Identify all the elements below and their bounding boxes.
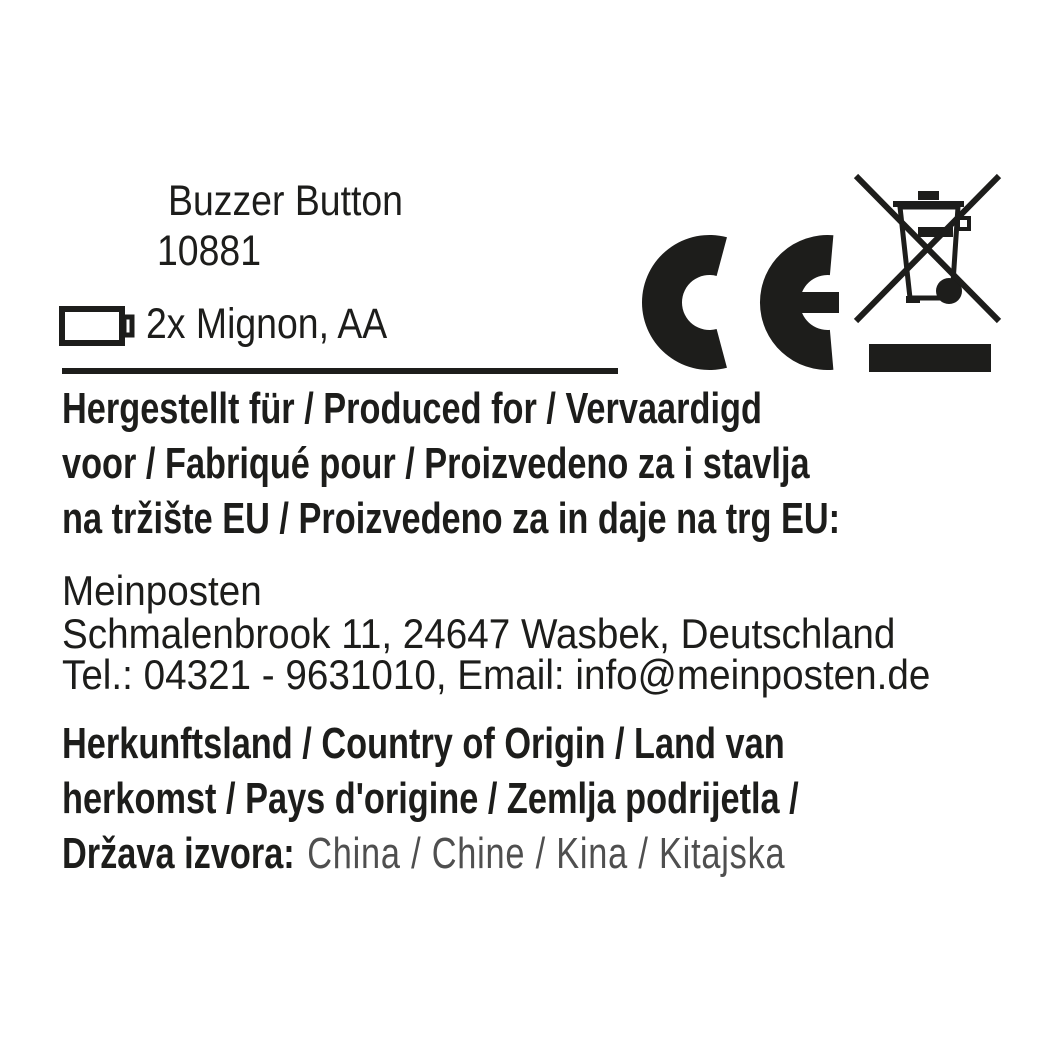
made-for-line-2: voor / Fabriqué pour / Proizvedeno za i stavlja	[62, 439, 810, 488]
origin-line-2: herkomst / Pays d'origine / Zemlja podrijetla /	[62, 774, 799, 823]
product-number: 10881	[157, 227, 262, 275]
divider-line	[62, 368, 618, 374]
made-for-line-3: na tržište EU / Proizvedeno za in daje na trg EU:	[62, 494, 841, 543]
origin-line-3	[62, 829, 786, 878]
ce-mark-icon	[642, 235, 839, 370]
product-name: Buzzer Button	[168, 177, 403, 225]
company-street-city: Schmalenbrook 11, 24647 Wasbek, Deutschland	[62, 610, 896, 657]
battery-spec-label: 2x Mignon, AA	[146, 300, 388, 348]
made-for-line-1: Hergestellt für / Produced for / Vervaardigd	[62, 384, 762, 433]
weee-crossed-out-bin-icon	[852, 168, 1002, 373]
origin-label: Država izvora:	[62, 829, 295, 878]
battery-icon	[58, 300, 138, 350]
company-name: Meinposten	[62, 567, 262, 614]
origin-line-1: Herkunftsland / Country of Origin / Land van	[62, 719, 785, 768]
company-phone-email: Tel.: 04321 - 9631010, Email: info@meinposten.de	[62, 651, 931, 698]
origin-countries: China / Chine / Kina / Kitajska	[307, 829, 786, 878]
